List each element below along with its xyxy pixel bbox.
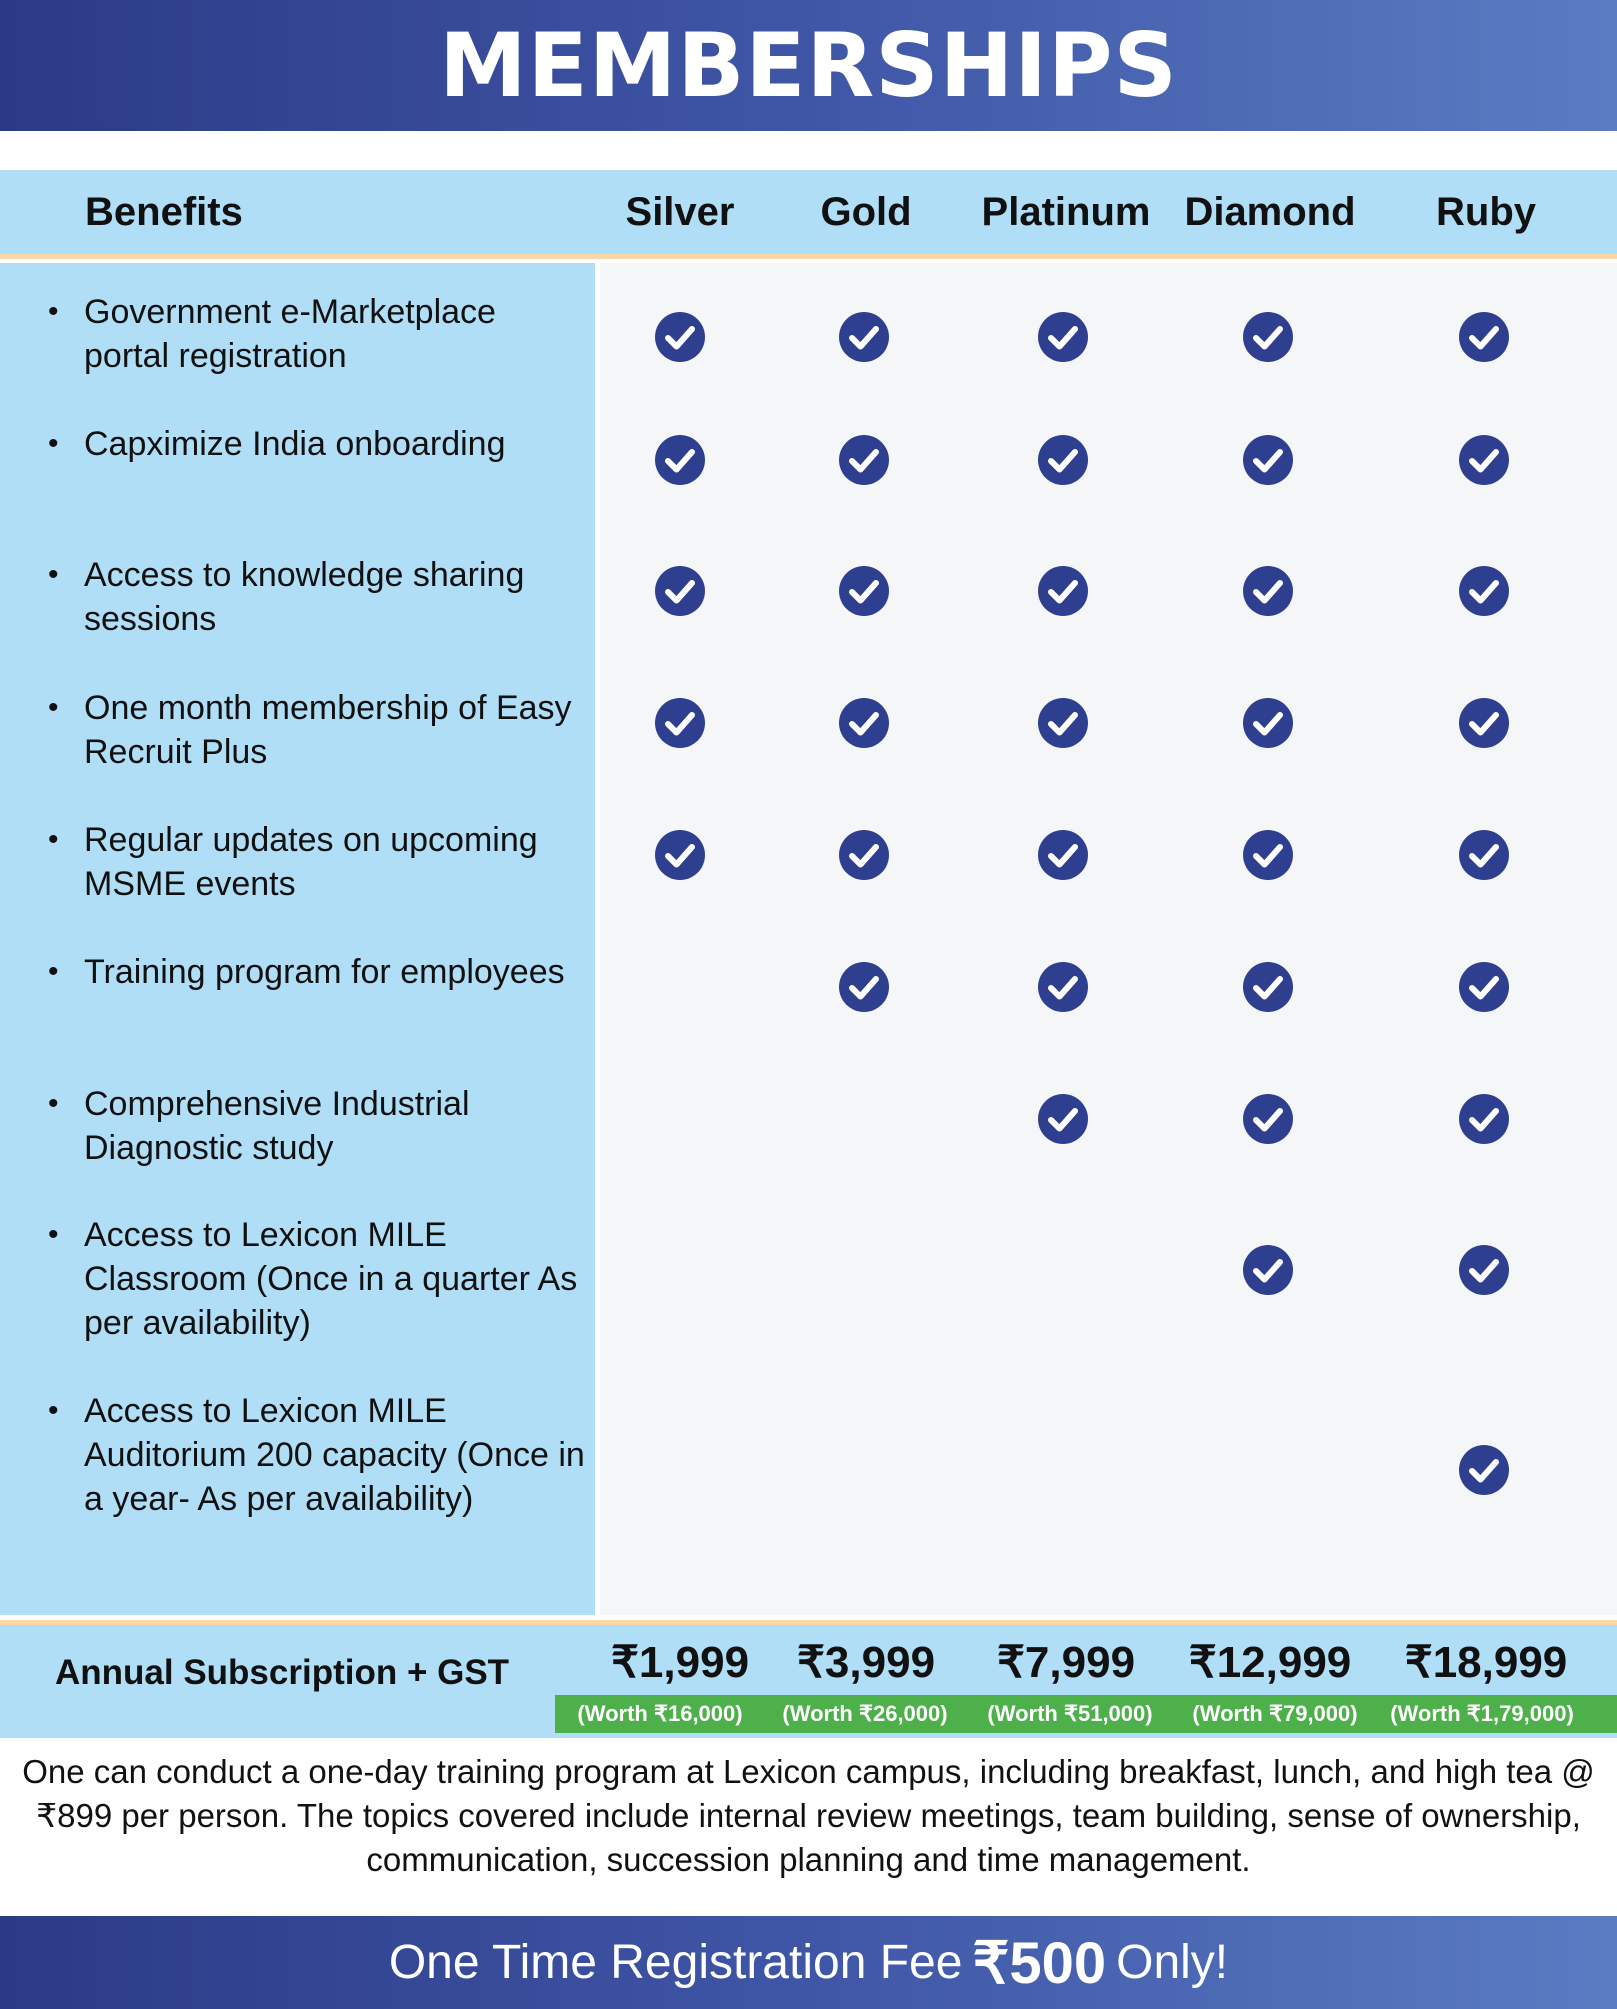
check-circle-icon-diamond xyxy=(1242,961,1294,1013)
check-circle-icon-ruby xyxy=(1458,565,1510,617)
bullet: • xyxy=(48,823,59,856)
benefit-text: Access to knowledge sharing sessions xyxy=(84,556,525,638)
worth-platinum: (Worth ₹51,000) xyxy=(987,1701,1153,1726)
check-circle-icon-diamond xyxy=(1242,434,1294,486)
plan-header-diamond: Diamond xyxy=(1184,190,1356,234)
fee-amount: ₹500 xyxy=(972,1930,1107,1996)
worth-silver: (Worth ₹16,000) xyxy=(577,1701,743,1726)
check-circle-icon-diamond xyxy=(1242,697,1294,749)
benefit-text: Access to Lexicon MILE Auditorium 200 capacity (Once in a year- As per availability) xyxy=(84,1392,585,1518)
table-header-row xyxy=(0,170,1617,259)
check-circle-icon-silver xyxy=(654,565,706,617)
worth-ruby: (Worth ₹1,79,000) xyxy=(1390,1701,1574,1726)
check-circle-icon-silver xyxy=(654,829,706,881)
benefit-text: Regular updates on upcoming MSME events xyxy=(84,821,538,903)
training-note: One can conduct a one-day training program at Lexicon campus, including breakfast, lunch, and high tea @ ₹899 per person. The topics covered include internal review meetings, team building, sense of ownership, communication, succession planning and time management. xyxy=(22,1753,1595,1878)
check-circle-icon-diamond xyxy=(1242,311,1294,363)
bullet: • xyxy=(48,691,59,724)
price-ruby: ₹18,999 xyxy=(1404,1638,1568,1687)
price-diamond: ₹12,999 xyxy=(1188,1638,1352,1687)
check-circle-icon-ruby xyxy=(1458,1093,1510,1145)
benefits-header: Benefits xyxy=(85,190,243,234)
check-circle-icon-diamond xyxy=(1242,1093,1294,1145)
check-circle-icon-ruby xyxy=(1458,697,1510,749)
bullet: • xyxy=(48,558,59,591)
benefit-text: Capximize India onboarding xyxy=(84,425,506,463)
check-circle-icon-ruby xyxy=(1458,829,1510,881)
worth-gold: (Worth ₹26,000) xyxy=(782,1701,948,1726)
price-platinum: ₹7,999 xyxy=(996,1638,1136,1687)
check-circle-icon-silver xyxy=(654,311,706,363)
annual-subscription-label: Annual Subscription + GST xyxy=(55,1653,510,1692)
bullet: • xyxy=(48,295,59,328)
check-circle-icon-ruby xyxy=(1458,434,1510,486)
check-circle-icon-gold xyxy=(838,311,890,363)
title-banner xyxy=(0,0,1617,131)
fee-prefix: One Time Registration Fee xyxy=(388,1936,963,1989)
check-circle-icon-ruby xyxy=(1458,1444,1510,1496)
pricing-row xyxy=(0,1620,1617,1738)
plan-header-ruby: Ruby xyxy=(1436,190,1536,234)
check-circle-icon-ruby xyxy=(1458,961,1510,1013)
check-circle-icon-gold xyxy=(838,961,890,1013)
check-circle-icon-ruby xyxy=(1458,1244,1510,1296)
check-circle-icon-diamond xyxy=(1242,565,1294,617)
bullet: • xyxy=(48,1087,59,1120)
check-circle-icon-gold xyxy=(838,565,890,617)
benefit-text: Training program for employees xyxy=(84,953,565,991)
check-circle-icon-diamond xyxy=(1242,829,1294,881)
page-title: MEMBERSHIPS xyxy=(439,14,1178,117)
check-circle-icon-ruby xyxy=(1458,311,1510,363)
check-circle-icon-platinum xyxy=(1037,434,1089,486)
worth-bar xyxy=(555,1695,1617,1733)
bullet: • xyxy=(48,1218,59,1251)
fee-suffix: Only! xyxy=(1116,1936,1229,1989)
benefit-text: Access to Lexicon MILE Classroom (Once in a quarter As per availability) xyxy=(84,1216,578,1342)
check-circle-icon-gold xyxy=(838,697,890,749)
check-circle-icon-platinum xyxy=(1037,961,1089,1013)
price-gold: ₹3,999 xyxy=(796,1638,936,1687)
check-circle-icon-silver xyxy=(654,697,706,749)
benefit-text: Comprehensive Industrial Diagnostic study xyxy=(84,1085,470,1167)
check-circle-icon-platinum xyxy=(1037,565,1089,617)
check-circle-icon-platinum xyxy=(1037,697,1089,749)
check-circle-icon-gold xyxy=(838,829,890,881)
worth-diamond: (Worth ₹79,000) xyxy=(1192,1701,1358,1726)
check-circle-icon-platinum xyxy=(1037,1093,1089,1145)
bullet: • xyxy=(48,955,59,988)
price-silver: ₹1,999 xyxy=(610,1638,750,1687)
bullet: • xyxy=(48,427,59,460)
plan-header-gold: Gold xyxy=(820,190,912,234)
registration-fee-footer xyxy=(0,1916,1617,2009)
check-circle-icon-diamond xyxy=(1242,1244,1294,1296)
bullet: • xyxy=(48,1394,59,1427)
plan-header-platinum: Platinum xyxy=(981,190,1151,234)
check-circle-icon-platinum xyxy=(1037,829,1089,881)
benefit-text: One month membership of Easy Recruit Plus xyxy=(84,689,572,771)
check-circle-icon-platinum xyxy=(1037,311,1089,363)
check-circle-icon-gold xyxy=(838,434,890,486)
plan-header-silver: Silver xyxy=(625,190,735,234)
benefit-text: Government e-Marketplace portal registration xyxy=(84,293,496,375)
check-circle-icon-silver xyxy=(654,434,706,486)
